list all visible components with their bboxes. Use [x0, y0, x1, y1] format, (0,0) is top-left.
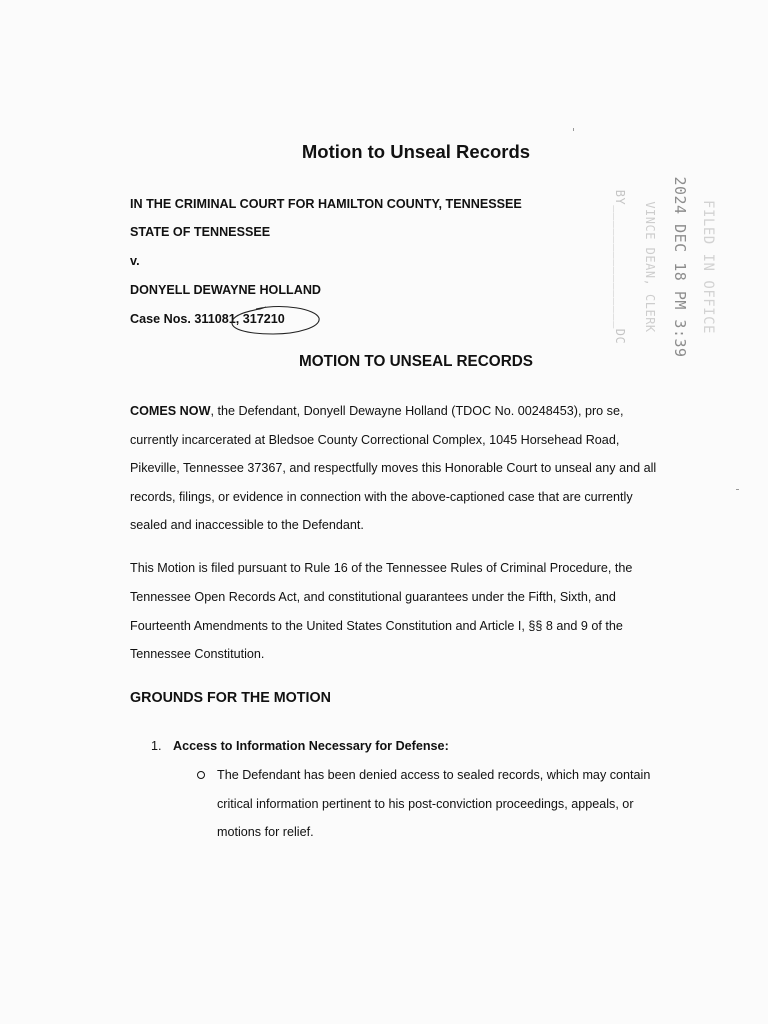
stamp-column-1: [697, 192, 719, 342]
stamp-office-text: FILED IN OFFICE: [700, 200, 716, 334]
ground-bullet-line-1: The Defendant has been denied access to sealed records, which may contain: [217, 768, 651, 782]
basis-line-2: Tennessee Open Records Act, and constitutional guarantees under the Fifth, Sixth, and: [130, 590, 616, 604]
clerk-filing-stamp: [607, 176, 719, 358]
intro-line-3: Pikeville, Tennessee 37367, and respectfully moves this Honorable Court to unseal any and all: [130, 461, 657, 475]
grounds-heading: GROUNDS FOR THE MOTION: [130, 690, 331, 706]
motion-heading: MOTION TO UNSEAL RECORDS: [298, 353, 533, 370]
ground-bullet-line-2: critical information pertinent to his post-conviction proceedings, appeals, or: [217, 797, 634, 811]
stamp-column-3: [639, 192, 661, 342]
case-numbers: Case Nos. 311081, 317210: [130, 312, 285, 326]
stamp-clerk-text: VINCE DEAN, CLERK: [643, 201, 657, 333]
stamp-column-4: [609, 189, 631, 345]
basis-line-1: This Motion is filed pursuant to Rule 16 of the Tennessee Rules of Criminal Procedure, the: [130, 561, 633, 575]
ground-title: Access to Information Necessary for Defense:: [173, 739, 449, 753]
stamp-by-text: BY________________DC: [613, 189, 627, 345]
intro-line-4: records, filings, or evidence in connection with the above-captioned case that are currently: [130, 490, 633, 504]
document-title: Motion to Unseal Records: [301, 141, 531, 162]
scan-speck: [736, 489, 739, 490]
intro-line-2: currently incarcerated at Bledsoe County Correctional Complex, 1045 Horsehead Road,: [130, 433, 620, 447]
ground-bullet-line-3: motions for relief.: [217, 825, 314, 839]
ground-number: 1.: [151, 739, 162, 753]
court-name: IN THE CRIMINAL COURT FOR HAMILTON COUNTY, TENNESSEE: [130, 197, 522, 211]
intro-line-1: [130, 404, 624, 418]
scan-speck: [573, 128, 574, 131]
versus-label: v.: [130, 254, 140, 268]
basis-line-3: Fourteenth Amendments to the United States Constitution and Article I, §§ 8 and 9 of the: [130, 619, 623, 633]
stamp-column-2: [669, 176, 691, 358]
hollow-bullet-icon: [197, 771, 205, 779]
stamp-date-text: 2024 DEC 18 PM 3:39: [671, 176, 689, 358]
basis-line-4: Tennessee Constitution.: [130, 647, 265, 661]
intro-line-1-text: , the Defendant, Donyell Dewayne Holland (TDOC No. 00248453), pro se,: [210, 404, 624, 418]
handwritten-circle-mark: [228, 305, 322, 337]
intro-lead: COMES NOW: [130, 404, 211, 418]
intro-line-5: sealed and inaccessible to the Defendant.: [130, 518, 364, 532]
plaintiff-name: STATE OF TENNESSEE: [130, 225, 271, 239]
defendant-name: DONYELL DEWAYNE HOLLAND: [130, 283, 322, 297]
